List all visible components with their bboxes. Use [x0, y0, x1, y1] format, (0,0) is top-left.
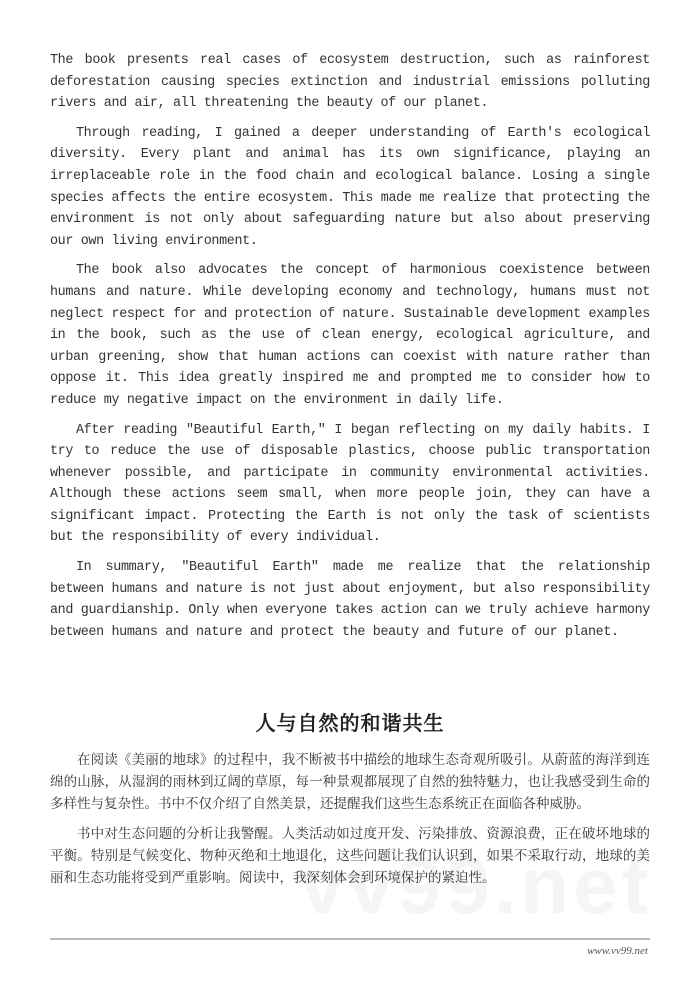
chinese-paragraph-1: 在阅读《美丽的地球》的过程中，我不断被书中描绘的地球生态奇观所吸引。从蔚蓝的海洋到连绵的山脉，从湿润的雨林到辽阔的草原，每一种景观都展现了自然的独特魅力，也让我感受到生命的多样性与复杂性。书中不仅介绍了自然美景，还提醒我们这些生态系统正在面临各种威胁。	[50, 752, 650, 812]
paragraph-ecosystem-destruction: The book presents real cases of ecosystem destruction, such as rainforest deforestation causing species extinction and industrial emissions polluting rivers and air, all threatening the beauty of our planet.	[50, 53, 650, 112]
footer-site-url: www.vv99.net	[587, 945, 648, 957]
footer-divider	[50, 938, 650, 940]
chinese-text-section	[50, 750, 650, 899]
english-text-section	[50, 50, 650, 651]
paragraph-summary: In summary, "Beautiful Earth" made me realize that the relationship between humans and nature is not just about enjoyment, but also responsibility and guardianship. Only when everyone takes action can we truly achieve harmony between humans and nature and protect the beauty and future of our planet.	[50, 560, 650, 640]
section-title: 人与自然的和谐共生	[255, 711, 445, 735]
chinese-paragraph-2: 书中对生态问题的分析让我警醒。人类活动如过度开发、污染排放、资源浪费，正在破坏地球的平衡。特别是气候变化、物种灭绝和土地退化，这些问题让我们认识到，如果不采取行动，地球的美丽和生态功能将受到严重影响。阅读中，我深刻体会到环境保护的紧迫性。	[50, 826, 650, 886]
paragraph-daily-habits: After reading "Beautiful Earth," I began reflecting on my daily habits. I try to reduce the use of disposable plastics, choose public transportation whenever possible, and participate in community environmental activities. Although these actions seem small, when more people join, they can have a significant impact. Protecting the Earth is not only the task of scientists but the responsibility of every individual.	[50, 422, 650, 546]
paragraph-harmonious-coexistence: The book also advocates the concept of harmonious coexistence between humans and nature. While developing economy and technology, humans must not neglect respect for and protection of nature. Sustainable development examples in the book, such as the use of clean energy, ecological agriculture, and urban greening, show that human actions can coexist with nature rather than oppose it. This idea greatly inspired me and prompted me to consider how to reduce my negative impact on the environment in daily life.	[50, 263, 650, 408]
paragraph-ecological-diversity: Through reading, I gained a deeper understanding of Earth's ecological diversity. Every plant and animal has its own significance, playing an irreplaceable role in the food chain and ecological balance. Losing a single species affects the entire ecosystem. This made me realize that protecting the environment is not only about safeguarding nature but also about preserving our own living environment.	[50, 125, 650, 249]
